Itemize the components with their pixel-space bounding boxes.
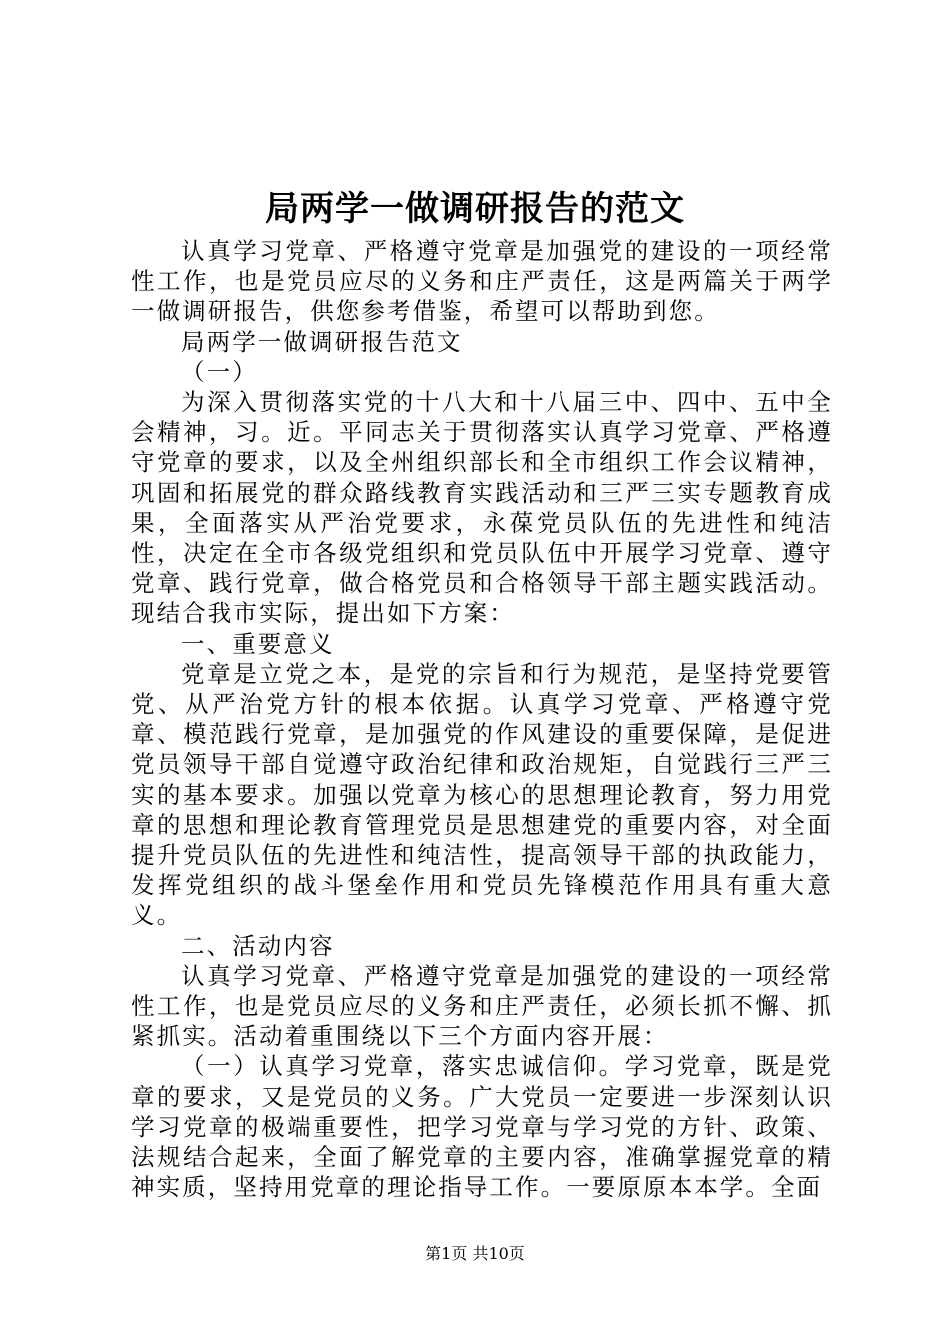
document-title: 局两学一做调研报告的范文 [265,189,685,229]
paragraph-activity-content: 认真学习党章、严格遵守党章是加强党的建设的一项经常性工作，也是党员应尽的义务和庄严责任，必须长抓不懈、抓紧抓实。活动着重围绕以下三个方面内容开展： [131,961,833,1051]
paragraph-section-number: （一） [181,357,258,386]
heading-significance: 一、重要意义 [181,629,335,658]
heading-activity-content: 二、活动内容 [181,931,335,960]
paragraph-purpose: 为深入贯彻落实党的十八大和十八届三中、四中、五中全会精神，习。近。平同志关于贯彻落实认真学习党章、严格遵守党章的要求，以及全州组织部长和全市组织工作会议精神，巩固和拓展党的群众路线教育实践活动和三严三实专题教育成果，全面落实从严治党要求，永葆党员队伍的先进性和纯洁性，决定在全市各级党组织和党员队伍中开展学习党章、遵守党章、践行党章，做合格党员和合格领导干部主题实践活动。现结合我市实际，提出如下方案： [131,388,833,628]
paragraph-intro: 认真学习党章、严格遵守党章是加强党的建设的一项经常性工作，也是党员应尽的义务和庄严责任，这是两篇关于两学一做调研报告，供您参考借鉴，希望可以帮助到您。 [131,237,833,326]
page-footer: 第1页 共10页 [425,1244,525,1263]
document-body [131,236,833,1203]
paragraph-study-party-constitution: （一）认真学习党章，落实忠诚信仰。学习党章，既是党章的要求，又是党员的义务。广大党员一定要进一步深刻认识学习党章的极端重要性，把学习党章与学习党的方针、政策、法规结合起来，全面了解党章的主要内容，准确掌握党章的精神实质，坚持用党章的理论指导工作。一要原原本本学。全面 [131,1052,833,1202]
paragraph-significance: 党章是立党之本，是党的宗旨和行为规范，是坚持党要管党、从严治党方针的根本依据。认真学习党章、严格遵守党章、模范践行党章，是加强党的作风建设的重要保障，是促进党员领导干部自觉遵守政治纪律和政治规矩，自觉践行三严三实的基本要求。加强以党章为核心的思想理论教育，努力用党章的思想和理论教育管理党员是思想建党的重要内容，对全面提升党员队伍的先进性和纯洁性，提高领导干部的执政能力，发挥党组织的战斗堡垒作用和党员先锋模范作用具有重大意义。 [131,659,833,930]
paragraph-subtitle: 局两学一做调研报告范文 [181,327,463,356]
